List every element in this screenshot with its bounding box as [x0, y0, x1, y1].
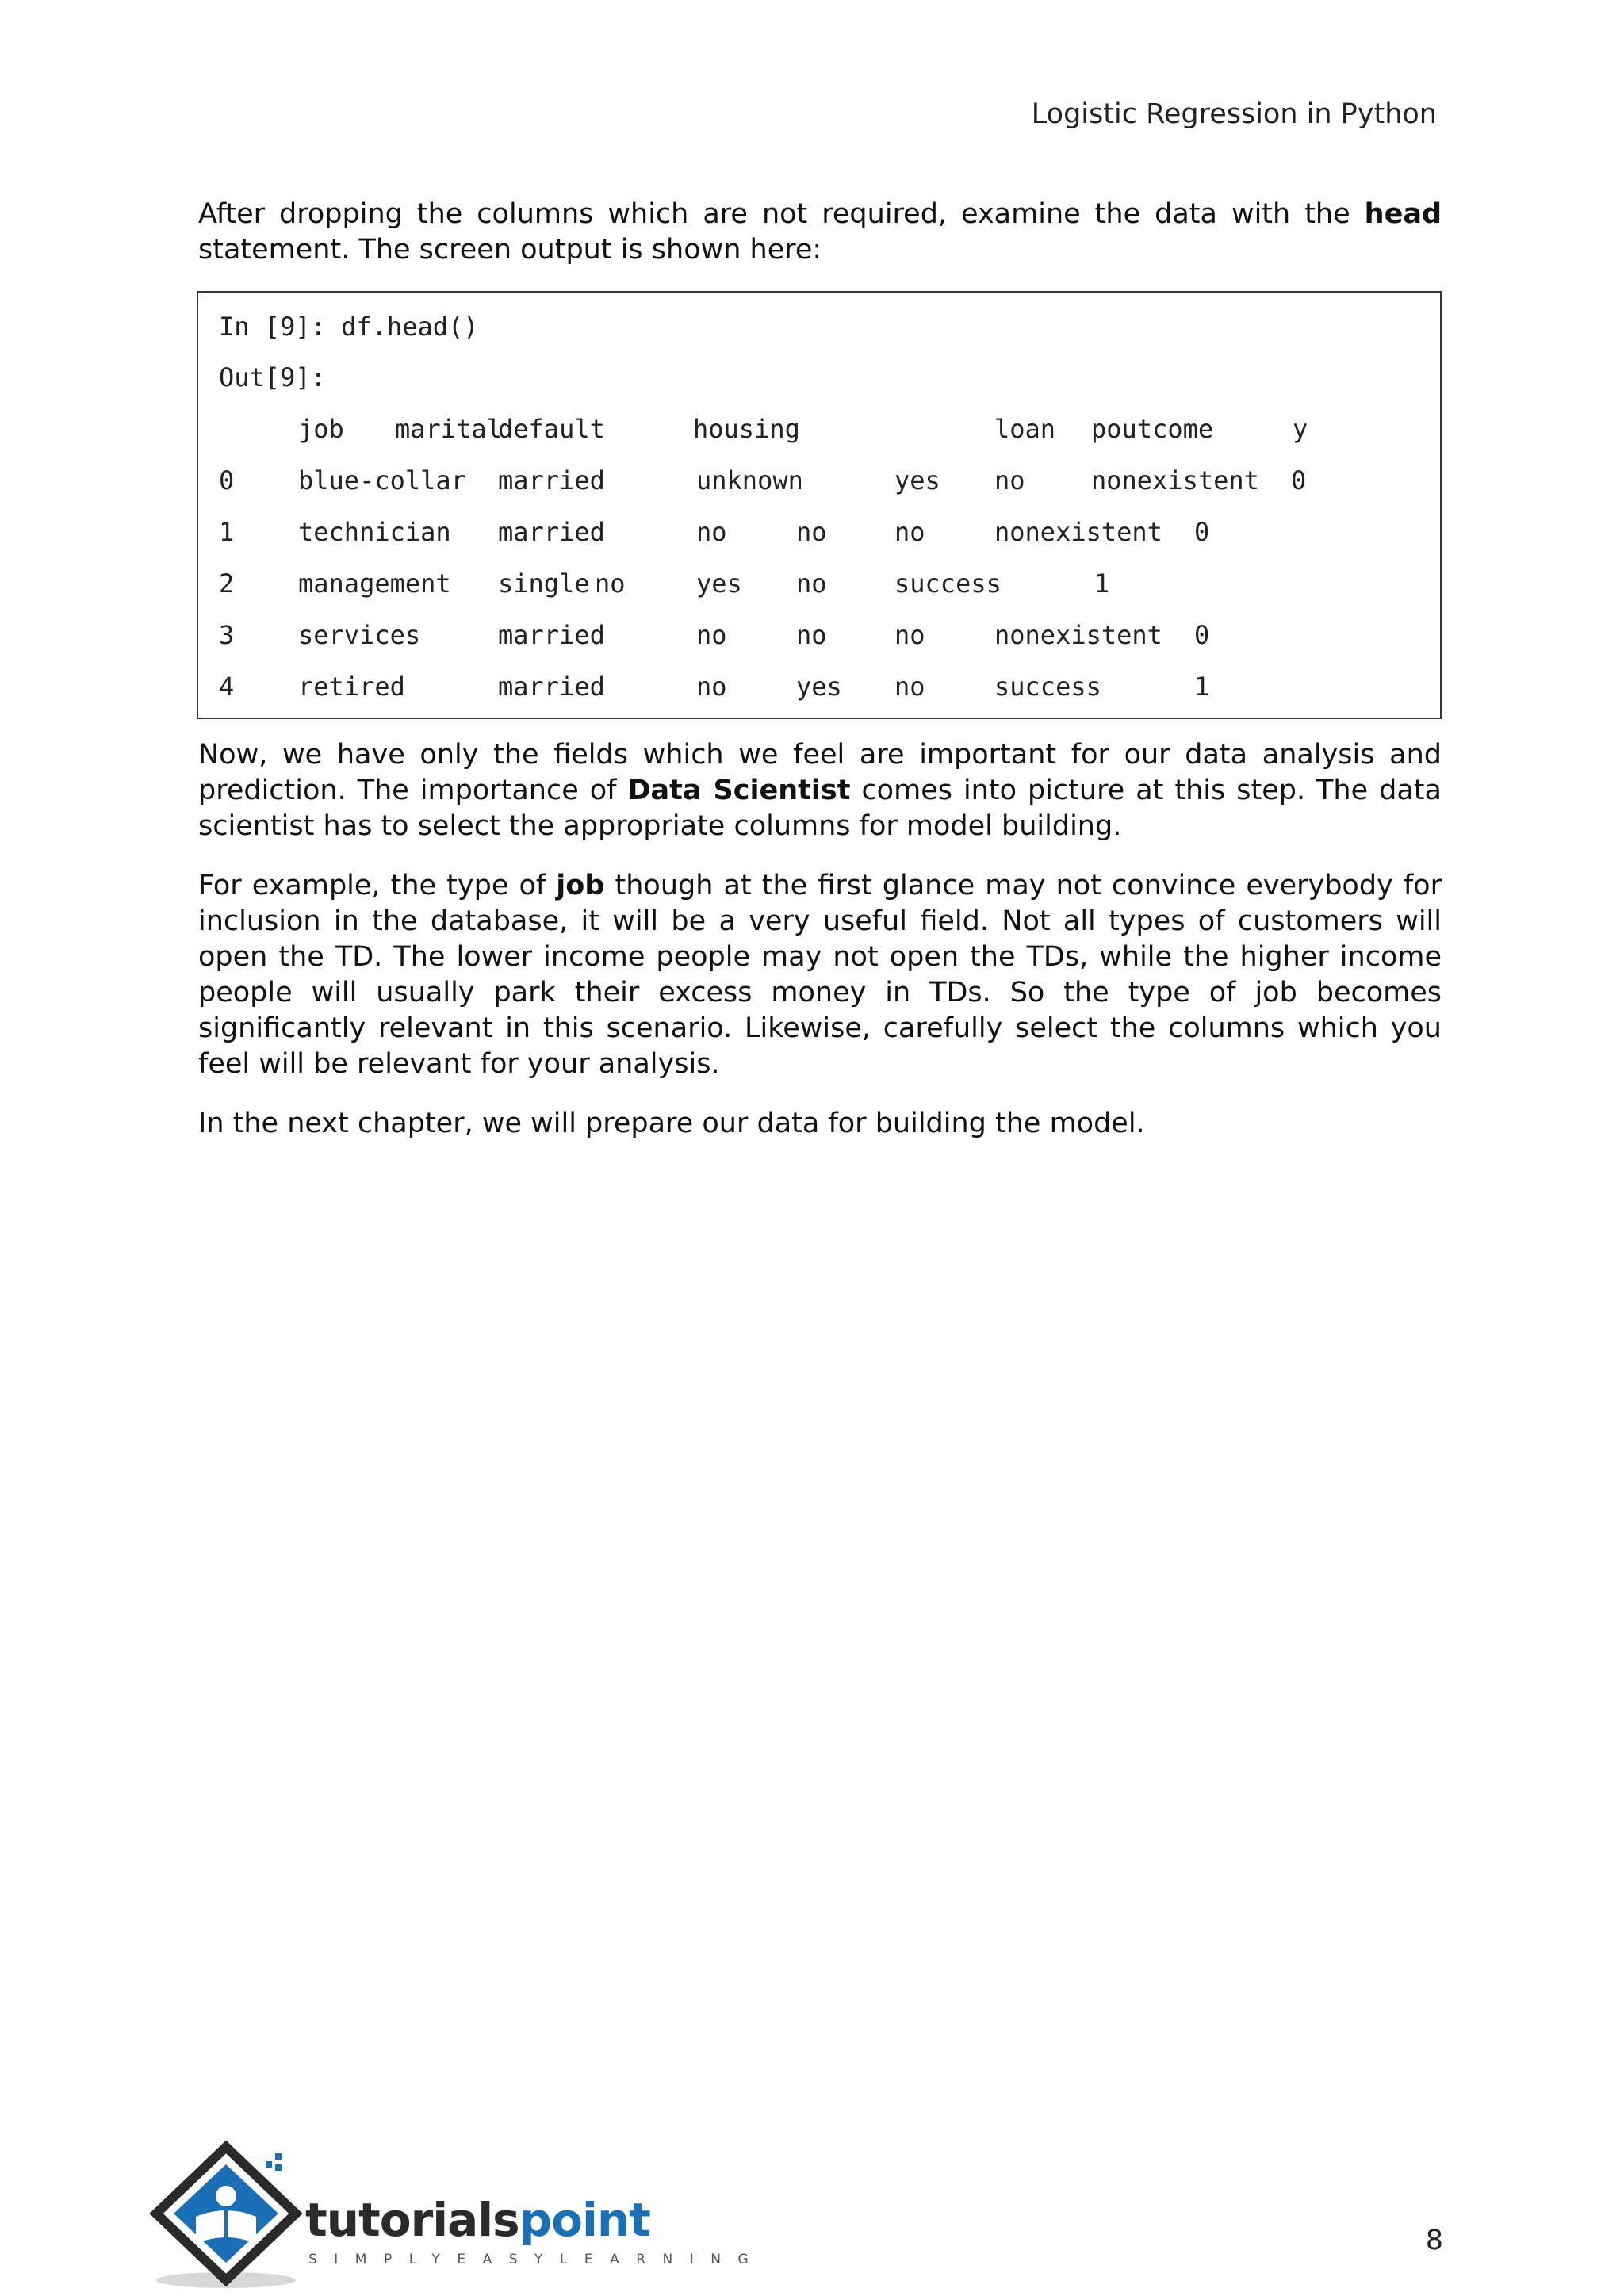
table-cell: 1	[1194, 672, 1210, 702]
column-header: loan	[994, 414, 1056, 444]
table-cell: blue-collar	[298, 465, 466, 496]
table-cell: no	[696, 672, 727, 702]
table-cell: no	[994, 465, 1025, 496]
table-cell: unknown	[696, 465, 803, 496]
table-cell: married	[498, 620, 605, 650]
bold-term-head: head	[1364, 198, 1442, 230]
table-cell: success	[994, 672, 1101, 702]
table-cell: services	[298, 620, 421, 650]
bold-term-job: job	[556, 870, 605, 901]
table-cell: 0	[1194, 620, 1210, 650]
column-header: job	[298, 414, 344, 444]
table-cell: technician	[298, 517, 451, 547]
row-index: 0	[219, 465, 235, 496]
table-cell: no	[796, 568, 827, 599]
table-cell: retired	[298, 672, 405, 702]
row-index: 1	[219, 517, 235, 547]
running-header: Logistic Regression in Python	[1031, 98, 1437, 130]
row-index: 3	[219, 620, 235, 650]
data-scientist-paragraph: Now, we have only the fields which we feel are important for our data analysis and prediction. The importance of Data Scientist comes into picture at this step. The data scientist has to select the appropriate columns for model building.	[198, 739, 1442, 842]
column-header: y	[1293, 414, 1308, 444]
table-cell: nonexistent	[994, 517, 1162, 547]
logo-tagline: SIMPLYEASYLEARNING	[308, 2252, 766, 2267]
table-cell: 0	[1194, 517, 1210, 547]
table-cell: nonexistent	[994, 620, 1162, 650]
table-cell: 0	[1291, 465, 1307, 496]
column-header: poutcome	[1091, 414, 1214, 444]
table-cell: married	[498, 517, 605, 547]
table-cell: no	[696, 517, 727, 547]
table-cell: single	[498, 568, 590, 599]
table-cell: management	[298, 568, 451, 599]
table-cell: no	[796, 517, 827, 547]
code-output-label: Out[9]:	[219, 362, 326, 392]
table-cell: married	[498, 672, 605, 702]
table-cell: no	[796, 620, 827, 650]
job-example-paragraph: For example, the type of job though at the first glance may not convince everybody for inclusion in the database, it will be a very useful field. Not all types of customers will open the TD. The lower income people may not open the TDs, while the higher income people will usually park their excess money in TDs. So the type of job becomes significantly relevant in this scenario. Likewise, carefully select the columns which you feel will be relevant for your analysis.	[198, 870, 1442, 1080]
column-header: default	[498, 414, 605, 444]
table-cell: no	[894, 620, 925, 650]
table-cell: yes	[796, 672, 842, 702]
page-number: 8	[1425, 2225, 1443, 2256]
row-index: 2	[219, 568, 235, 599]
column-header: housing	[693, 414, 800, 444]
table-cell: no	[894, 517, 925, 547]
tutorialspoint-logo	[147, 2141, 766, 2291]
table-cell: yes	[894, 465, 940, 496]
table-cell: no	[595, 568, 626, 599]
table-cell: married	[498, 465, 605, 496]
row-index: 4	[219, 672, 235, 702]
code-input-line: In [9]: df.head()	[219, 312, 479, 342]
table-cell: success	[894, 568, 1002, 599]
intro-paragraph: After dropping the columns which are not required, examine the data with the head statement. The screen output is shown here:	[198, 198, 1442, 266]
bold-term-data-scientist: Data Scientist	[627, 775, 851, 806]
table-cell: yes	[696, 568, 742, 599]
code-output-box	[197, 291, 1442, 719]
next-chapter-paragraph: In the next chapter, we will prepare our data for building the model.	[198, 1108, 1145, 1139]
table-cell: no	[696, 620, 727, 650]
logo-wordmark: tutorialspoint	[305, 2193, 650, 2247]
logo-emblem-icon	[147, 2141, 305, 2291]
column-header: marital	[395, 414, 502, 444]
table-cell: 1	[1094, 568, 1110, 599]
table-cell: no	[894, 672, 925, 702]
table-cell: nonexistent	[1091, 465, 1259, 496]
